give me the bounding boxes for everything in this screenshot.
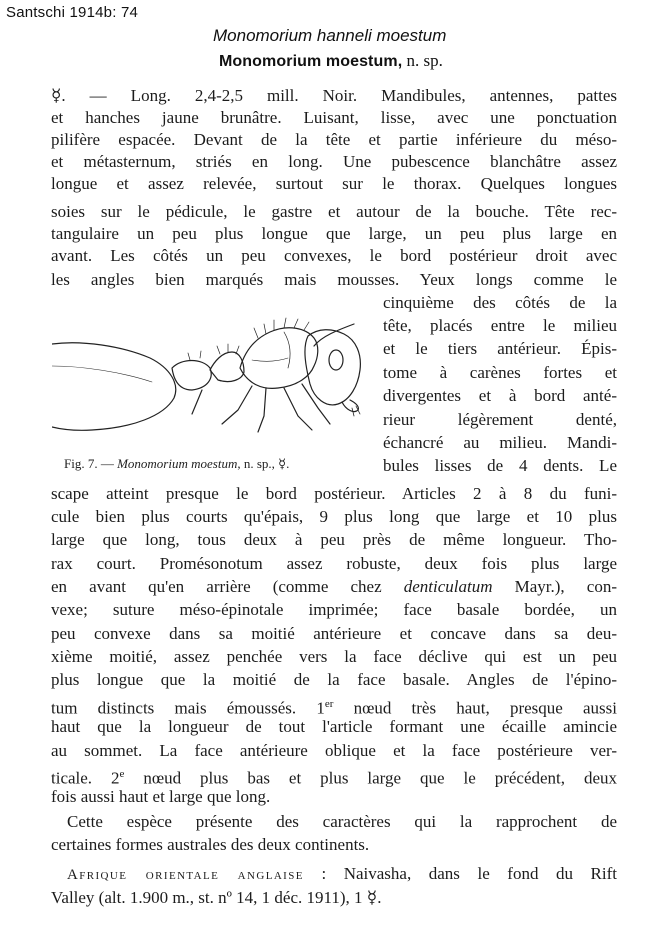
- text-segment: nœud plus bas et plus large que le précédent, deux: [124, 768, 617, 788]
- text-line: divergentes et à bord anté-: [383, 386, 617, 405]
- text-segment: nœud très haut, presque aussi: [333, 698, 618, 718]
- superscript: er: [324, 698, 334, 710]
- text-segment: Mayr.), con-: [492, 577, 617, 596]
- text-segment: ticale. 2: [51, 768, 120, 788]
- eye-outline: [329, 350, 343, 370]
- text-line: xième moitié, assez penchée vers la face déclive qui est un peu: [51, 647, 617, 666]
- text-line: ☿. — Long. 2,4-2,5 mill. Noir. Mandibules, antennes, pattes: [51, 86, 617, 105]
- species-heading: [219, 51, 443, 71]
- text-line: scape atteint presque le bord postérieur. Articles 2 à 8 du funi-: [51, 484, 617, 503]
- text-line: Cette espèce présente des caractères qui la rapprochent de: [67, 812, 617, 831]
- text-line: tangulaire un peu plus longue que large, un peu plus large en: [51, 224, 617, 243]
- leg-outline: [222, 386, 252, 424]
- text-line: bules lisses de 4 dents. Le: [383, 456, 617, 475]
- ant-figure: [52, 306, 370, 454]
- citation-label: Santschi 1914b: 74: [6, 4, 139, 21]
- petiole-outline: [210, 352, 244, 382]
- text-line: et métasternum, striés en long. Une pubescence blanchâtre assez: [51, 152, 617, 171]
- text-line: au sommet. La face antérieure oblique et la face postérieure ver-: [51, 741, 617, 760]
- locality-line: [67, 864, 617, 885]
- postpetiole-outline: [172, 361, 211, 391]
- text-line: avant. Les côtés un peu convexes, le bord postérieur droit avec: [51, 246, 617, 265]
- text-line: rieur légèrement denté,: [383, 410, 617, 429]
- species-rank: n. sp.: [402, 51, 443, 70]
- text-segment: 1: [316, 698, 325, 718]
- text-line: tête, placés entre le milieu: [383, 316, 617, 335]
- text-line: tome à carènes fortes et: [383, 363, 617, 382]
- text-line: pilifère espacée. Devant de la tête et partie inférieure du méso-: [51, 130, 617, 149]
- superscript: e: [119, 768, 125, 780]
- text-line: fois aussi haut et large que long.: [51, 787, 271, 806]
- locality-line: Valley (alt. 1.900 m., st. nº 14, 1 déc. 1911), 1 ☿.: [51, 888, 382, 907]
- text-line: soies sur le pédicule, le gastre et autour de la bouche. Tête rec-: [51, 202, 617, 221]
- text-segment: : Naivasha, dans le fond du Rift: [303, 864, 618, 883]
- caption-prefix: Fig. 7. —: [64, 456, 118, 471]
- mesosoma-outline: [240, 328, 318, 389]
- text-line: plus longue que la moitié de la face basale. Angles de l'épino-: [51, 670, 617, 689]
- text-line: [51, 577, 617, 597]
- text-line: et hanches jaune brunâtre. Luisant, lisse, avec une ponctuation: [51, 108, 617, 127]
- text-line: cinquième des côtés de la: [383, 293, 617, 312]
- gaster-outline: [52, 343, 176, 431]
- text-segment: tum distincts mais émoussés.: [51, 698, 297, 718]
- caption-species: Monomorium moestum: [117, 456, 238, 471]
- text-line: longue et assez relevée, surtout sur le thorax. Quelques longues: [51, 174, 617, 193]
- text-line: [51, 764, 617, 789]
- text-line: haut que la longueur de tout l'article formant une écaille amincie: [51, 717, 617, 736]
- taxon-annotation: Monomorium hanneli moestum: [213, 26, 447, 45]
- text-line: peu convexe dans sa moitié antérieure et concave dans sa deu-: [51, 624, 617, 643]
- text-segment: en avant qu'en arrière (comme chez: [51, 577, 404, 596]
- caption-suffix: , n. sp., ☿.: [237, 456, 290, 471]
- figure-caption: [64, 456, 289, 472]
- antenna-outline: [314, 324, 354, 346]
- text-line: les angles bien marqués mais mousses. Yeux longs comme le: [51, 270, 617, 289]
- text-line: certaines formes australes des deux continents.: [51, 835, 370, 854]
- text-line: cule bien plus courts qu'épais, 9 plus long que large et 10 plus: [51, 507, 617, 526]
- text-line: vexe; suture méso-épinotale imprimée; face basale bordée, un: [51, 600, 617, 619]
- text-line: et le tiers antérieur. Épis-: [383, 339, 617, 358]
- species-reference: denticulatum: [403, 577, 493, 596]
- text-line: échancré au milieu. Mandi-: [383, 433, 617, 452]
- text-line: large que long, tous deux à peu près de même longueur. Tho-: [51, 530, 617, 549]
- text-line: rax court. Promésonotum assez robuste, deux fois plus large: [51, 554, 617, 573]
- species-name: Monomorium moestum,: [219, 53, 403, 70]
- locality-region: Afrique orientale anglaise: [67, 867, 304, 883]
- text-line: [51, 694, 617, 719]
